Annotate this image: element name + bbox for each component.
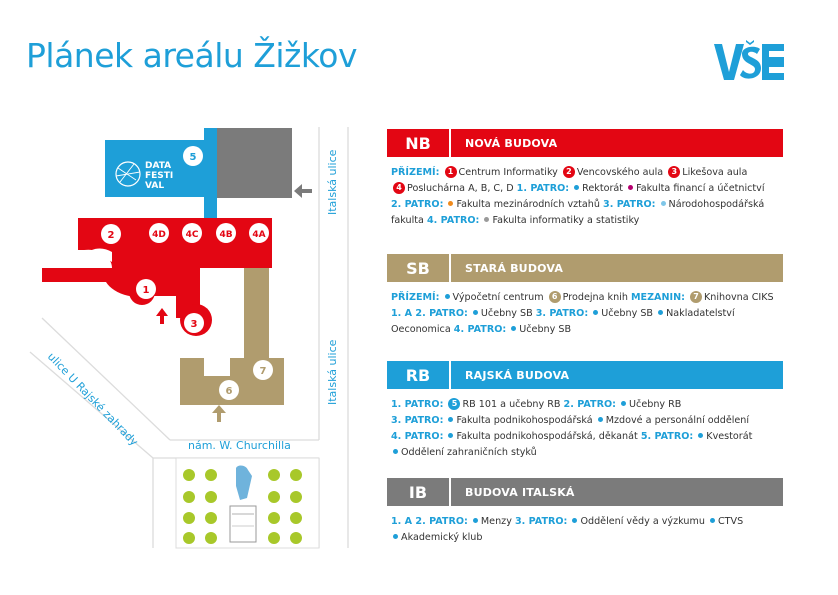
legend-nb-name: NOVÁ BUDOVA: [465, 136, 558, 150]
legend-nb-text: PŘÍZEMÍ: 1 Centrum Informatiky 2 Vencovského aula 3 Likešova aula 4 Posluchárna A, B, C, D 1. PATRO: Rektorát Fakulta financí a účetnictví 2. PATRO: Fakulta mezinárodních vztahů 3. PATRO: Národohospodářská fakulta 4. PATRO: Fakulta informatiky a statistiky: [391, 166, 765, 226]
legend-rb-name: RAJSKÁ BUDOVA: [465, 368, 570, 382]
svg-text:6: 6: [225, 386, 233, 397]
legend-rb-header: [387, 361, 783, 389]
legend-ib-code: IB: [387, 478, 451, 506]
svg-text:4D: 4D: [152, 230, 166, 240]
legend-ib: [387, 478, 783, 546]
ib-building: [216, 128, 292, 198]
legend-nb-code: NB: [387, 129, 451, 157]
svg-text:2: 2: [107, 230, 115, 241]
legend-sb-code: SB: [387, 254, 451, 282]
pin-3: [184, 313, 204, 333]
pin-4b: [216, 223, 236, 243]
svg-text:7: 7: [259, 366, 267, 377]
pin-1: [136, 279, 156, 299]
svg-text:4B: 4B: [219, 230, 233, 240]
legend-ib-name: BUDOVA ITALSKÁ: [465, 485, 575, 499]
pin-4d: [149, 223, 169, 243]
street-label-square: nám. W. Churchilla: [188, 439, 291, 452]
legend-nb: [387, 129, 783, 229]
legend-nb-header: [387, 129, 783, 157]
legend-ib-header: [387, 478, 783, 506]
svg-text:VAL: VAL: [145, 181, 165, 191]
legend-rb: [387, 361, 783, 461]
svg-text:4C: 4C: [185, 230, 199, 240]
entrance-arrow-icon: [212, 405, 226, 422]
entrance-arrow-icon: [156, 308, 168, 324]
legend-sb: [387, 254, 783, 338]
pin-4c: [182, 223, 202, 243]
legend-rb-code: RB: [387, 361, 451, 389]
page-title: Plánek areálu Žižkov: [26, 36, 358, 75]
svg-text:4A: 4A: [252, 230, 266, 240]
pin-2: [101, 224, 121, 244]
legend-ib-text: 1. A 2. PATRO: Menzy 3. PATRO: Oddělení vědy a výzkumu CTVS Akademický klub: [391, 516, 744, 543]
pin-7: [253, 360, 273, 380]
svg-text:1: 1: [142, 285, 150, 296]
pin-6: [219, 380, 239, 400]
campus-map: [0, 0, 380, 595]
svg-text:3: 3: [190, 319, 198, 330]
pin-4a: [249, 223, 269, 243]
street-label-italska-bottom: Italská ulice: [326, 339, 339, 405]
vse-logo: [712, 40, 786, 84]
entrance-arrow-icon: [294, 184, 312, 198]
svg-text:DATA: DATA: [145, 161, 172, 171]
pin-5: [183, 146, 203, 166]
street-label-u-rajske: ulice U Rajské zahrady: [44, 350, 141, 449]
street-label-italska-top: Italská ulice: [326, 149, 339, 215]
legend-rb-text: 1. PATRO: 5 RB 101 a učebny RB 2. PATRO: Učebny RB 3. PATRO: Fakulta podnikohospodářská Mzdové a personální oddělení 4. PATRO: Fakulta podnikohospodářská, děkanát 5. PATRO: Kvestorát Oddělení zahraničních styků: [391, 398, 753, 458]
svg-text:FESTI: FESTI: [145, 171, 174, 181]
legend-sb-header: [387, 254, 783, 282]
legend-sb-text: PŘÍZEMÍ: Výpočetní centrum 6 Prodejna knih MEZANIN: 7 Knihovna CIKS 1. A 2. PATRO: Učebny SB 3. PATRO: Učebny SB Nakladatelství Oeconomica 4. PATRO: Učebny SB: [391, 291, 774, 335]
legend-sb-name: STARÁ BUDOVA: [465, 261, 564, 275]
svg-text:5: 5: [189, 152, 197, 163]
